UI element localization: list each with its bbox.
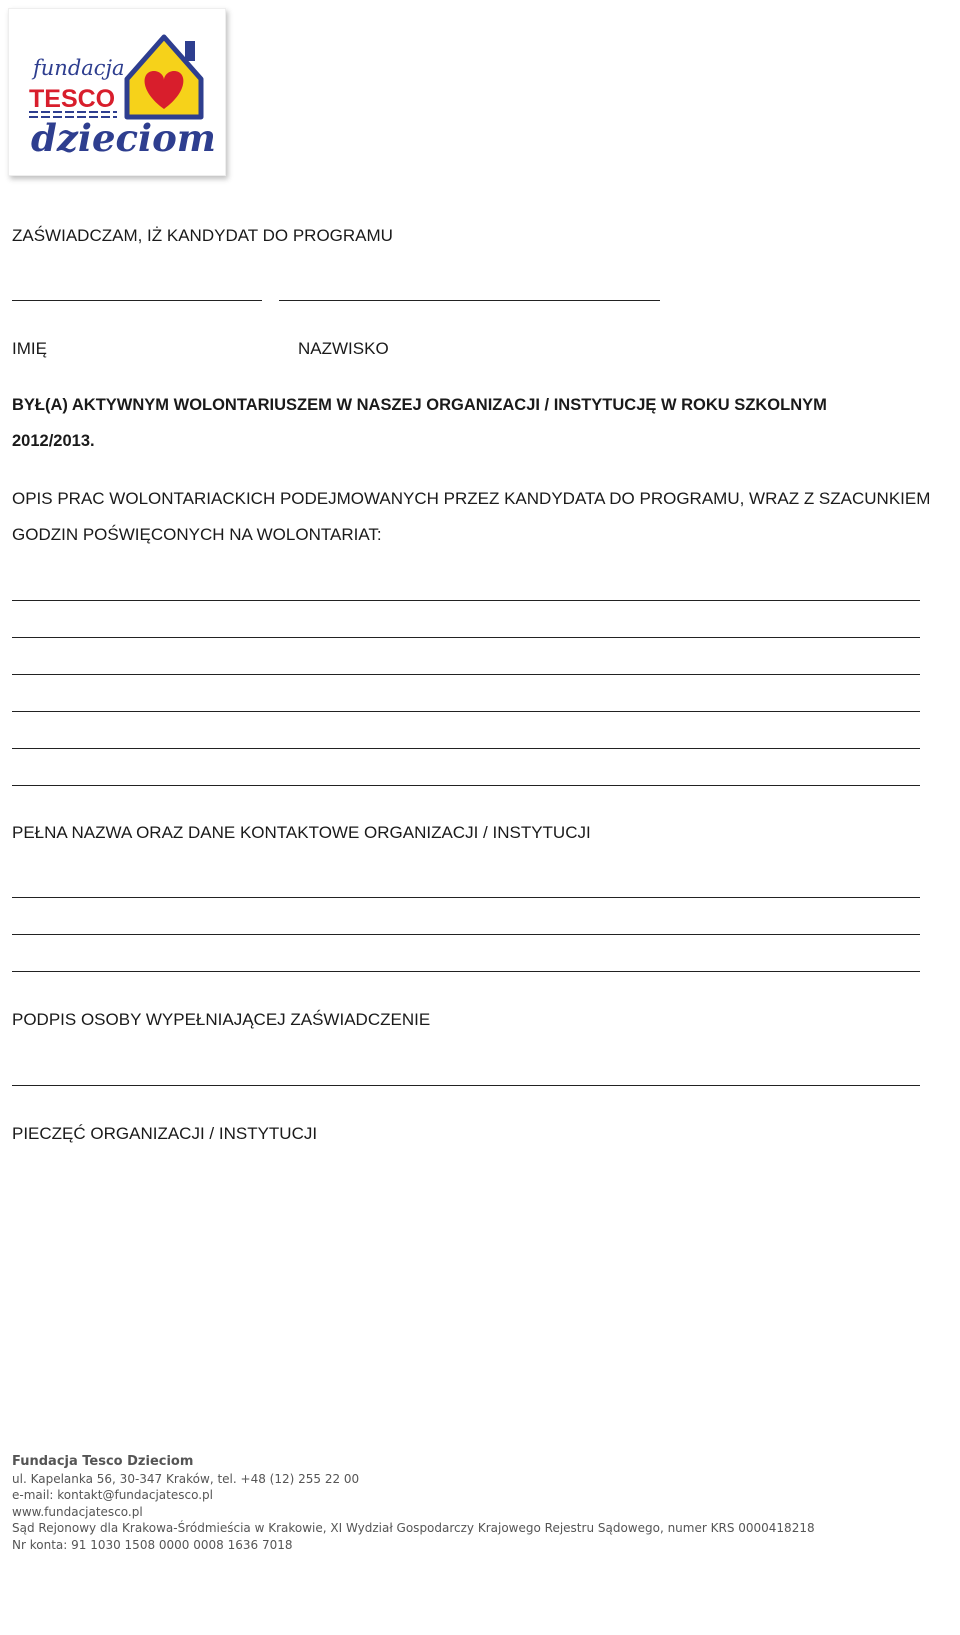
- description-label-line1: OPIS PRAC WOLONTARIACKICH PODEJMOWANYCH PRZEZ KANDYDATA DO PROGRAMU, WRAZ Z SZACUNKIEM: [12, 489, 931, 508]
- signature-line[interactable]: [12, 1085, 920, 1086]
- footer-court: Sąd Rejonowy dla Krakowa-Śródmieścia w Krakowie, XI Wydział Gospodarczy Krajowego Rejestru Sądowego, numer KRS 0000418218: [12, 1521, 815, 1535]
- org-info-line[interactable]: [12, 934, 920, 935]
- description-line[interactable]: [12, 637, 920, 638]
- logo-word-dzieciom: dzieciom: [31, 116, 216, 160]
- logo-word-fundacja: fundacja: [33, 56, 125, 80]
- signature-label: PODPIS OSOBY WYPEŁNIAJĄCEJ ZAŚWIADCZENIE: [12, 1010, 431, 1029]
- last-name-label: NAZWISKO: [298, 339, 389, 358]
- footer-account: Nr konta: 91 1030 1508 0000 0008 1636 7018: [12, 1537, 293, 1552]
- school-year: 2012/2013.: [12, 432, 95, 450]
- volunteer-statement: BYŁ(A) AKTYWNYM WOLONTARIUSZEM W NASZEJ ORGANIZACJI / INSTYTUCJĘ W ROKU SZKOLNYM: [12, 396, 827, 414]
- description-line[interactable]: [12, 711, 920, 712]
- stamp-label: PIECZĘĆ ORGANIZACJI / INSTYTUCJI: [12, 1124, 318, 1143]
- first-name-label: IMIĘ: [12, 339, 47, 358]
- footer-website: www.fundacjatesco.pl: [12, 1504, 143, 1519]
- org-info-line[interactable]: [12, 971, 920, 972]
- footer-address: ul. Kapelanka 56, 30-347 Kraków, tel. +48 (12) 255 22 00: [12, 1471, 360, 1486]
- footer-email: e-mail: kontakt@fundacjatesco.pl: [12, 1488, 213, 1502]
- last-name-field-line[interactable]: [279, 300, 660, 301]
- description-line[interactable]: [12, 600, 920, 601]
- certify-text: ZAŚWIADCZAM, IŻ KANDYDAT DO PROGRAMU: [12, 226, 393, 245]
- org-info-line[interactable]: [12, 897, 920, 898]
- foundation-logo: [8, 8, 226, 176]
- description-line[interactable]: [12, 748, 920, 749]
- org-name-label: PEŁNA NAZWA ORAZ DANE KONTAKTOWE ORGANIZACJI / INSTYTUCJI: [12, 823, 591, 842]
- logo-graphic: [9, 9, 225, 175]
- description-label-line2: GODZIN POŚWIĘCONYCH NA WOLONTARIAT:: [12, 525, 382, 544]
- description-line[interactable]: [12, 674, 920, 675]
- first-name-field-line[interactable]: [12, 300, 262, 301]
- footer: [12, 1454, 815, 1553]
- description-line[interactable]: [12, 785, 920, 786]
- logo-word-tesco: TESCO: [29, 85, 116, 113]
- footer-org-name: Fundacja Tesco Dzieciom: [12, 1454, 194, 1469]
